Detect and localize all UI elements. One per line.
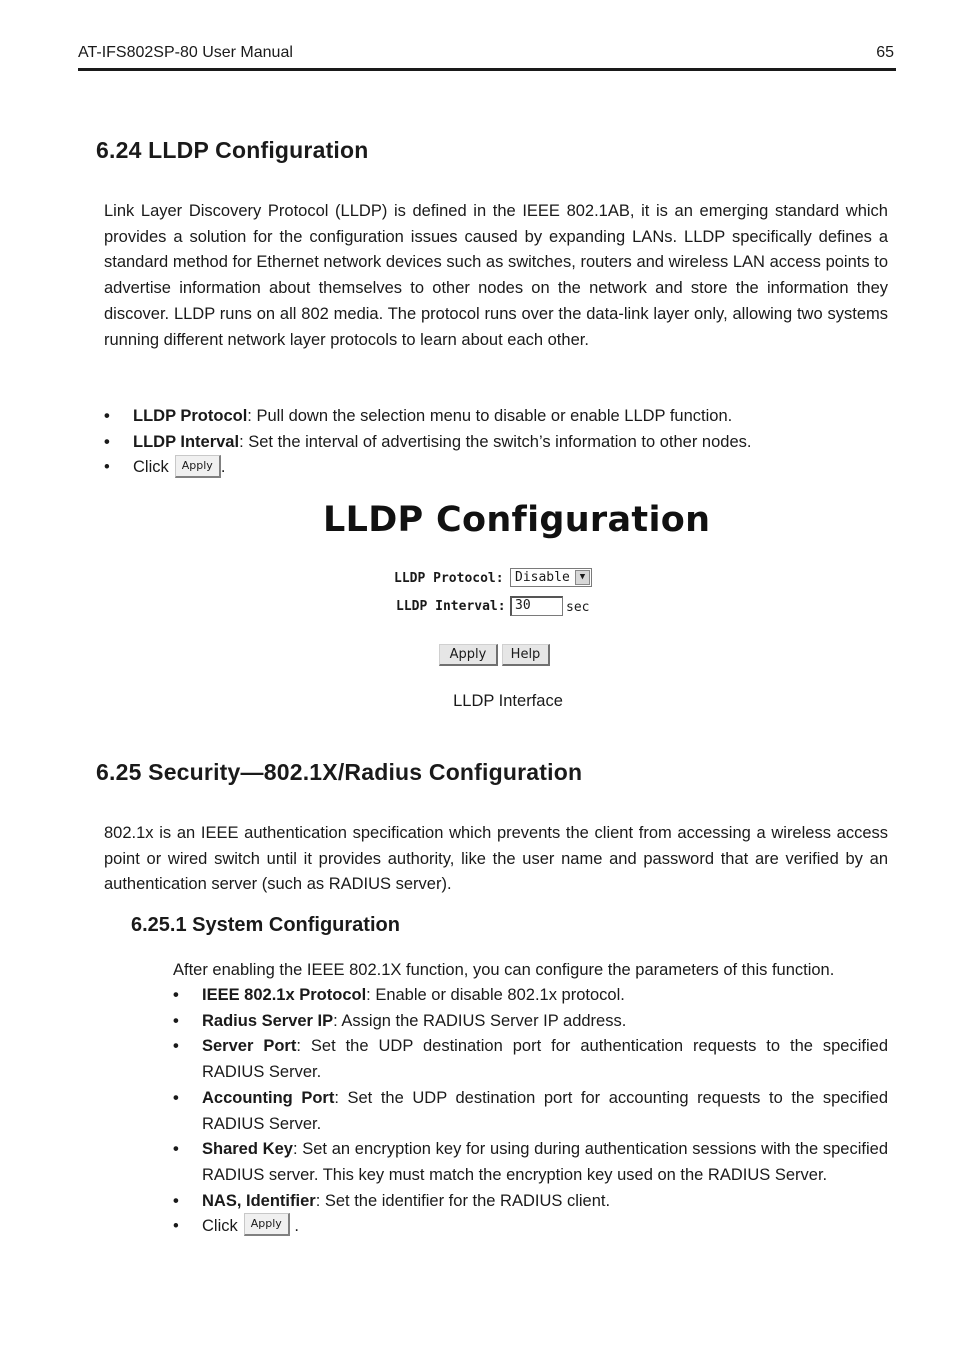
system-config-intro: After enabling the IEEE 802.1X function, you can configure the parameters of this function. bbox=[173, 961, 835, 979]
subsection-heading: 6.25.1 System Configuration bbox=[131, 914, 400, 936]
list-item: • Shared Key: Set an encryption key for using during authentication sessions with the specified RADIUS server. This key must match the encryption key used on the RADIUS Server. bbox=[173, 1140, 888, 1184]
list-item: • Click Apply . bbox=[104, 455, 888, 481]
apply-button-inline[interactable]: Apply bbox=[175, 455, 221, 478]
page-number: 65 bbox=[876, 44, 894, 61]
page-header bbox=[78, 42, 896, 71]
figure-caption: LLDP Interface bbox=[453, 692, 563, 710]
security-description: 802.1x is an IEEE authentication specification which prevents the client from accessing a wireless access point or wired switch until it provides authority, like the user name and password that are verified by an authentication server (such as RADIUS server). bbox=[104, 824, 888, 894]
manual-title: AT-IFS802SP-80 User Manual bbox=[78, 44, 293, 61]
list-item: • Accounting Port: Set the UDP destination port for accounting requests to the specified RADIUS Server. bbox=[173, 1088, 888, 1133]
list-item: • Server Port: Set the UDP destination port for authentication requests to the specified RADIUS Server. bbox=[173, 1037, 888, 1082]
security-bullet-list bbox=[173, 983, 888, 1240]
lldp-interval-label: LLDP Interval: bbox=[396, 599, 506, 614]
interval-unit: sec bbox=[566, 600, 590, 615]
list-item: • LLDP Protocol: Pull down the selection menu to disable or enable LLDP function. bbox=[104, 407, 733, 425]
list-item: • IEEE 802.1x Protocol: Enable or disable 802.1x protocol. bbox=[173, 986, 625, 1004]
list-item: • Click Apply . bbox=[173, 1214, 888, 1240]
figure-title: LLDP Configuration bbox=[323, 500, 711, 540]
lldp-description: Link Layer Discovery Protocol (LLDP) is defined in the IEEE 802.1AB, it is an emerging standard which provides a solution for the configuration issues caused by expanding LANs. LLDP specifically defines a standard method for Ethernet network devices such as switches, routers and wireless LAN access points to advertise information about themselves to other nodes on the network and store the information they discover. LLDP runs on all 802 media. The protocol runs over the data-link layer only, allowing two systems running different network layer protocols to learn about each other. bbox=[104, 202, 888, 349]
chevron-down-icon[interactable]: ▼ bbox=[575, 570, 590, 585]
lldp-interval-input[interactable]: 30 bbox=[510, 596, 563, 616]
apply-button[interactable]: Apply bbox=[439, 644, 498, 666]
apply-button-inline[interactable]: Apply bbox=[244, 1213, 290, 1236]
section-heading-lldp: 6.24 LLDP Configuration bbox=[96, 137, 369, 163]
section-heading-security: 6.25 Security—802.1X/Radius Configuration bbox=[96, 759, 583, 785]
lldp-bullet-list bbox=[104, 404, 888, 481]
lldp-protocol-select[interactable]: Disable ▼ bbox=[510, 568, 592, 587]
list-item: • LLDP Interval: Set the interval of advertising the switch’s information to other nodes. bbox=[104, 432, 752, 451]
help-button[interactable]: Help bbox=[502, 644, 550, 666]
list-item: • NAS, Identifier: Set the identifier for the RADIUS client. bbox=[173, 1191, 611, 1210]
list-item: • Radius Server IP: Assign the RADIUS Server IP address. bbox=[173, 1011, 627, 1030]
lldp-protocol-label: LLDP Protocol: bbox=[394, 571, 504, 586]
